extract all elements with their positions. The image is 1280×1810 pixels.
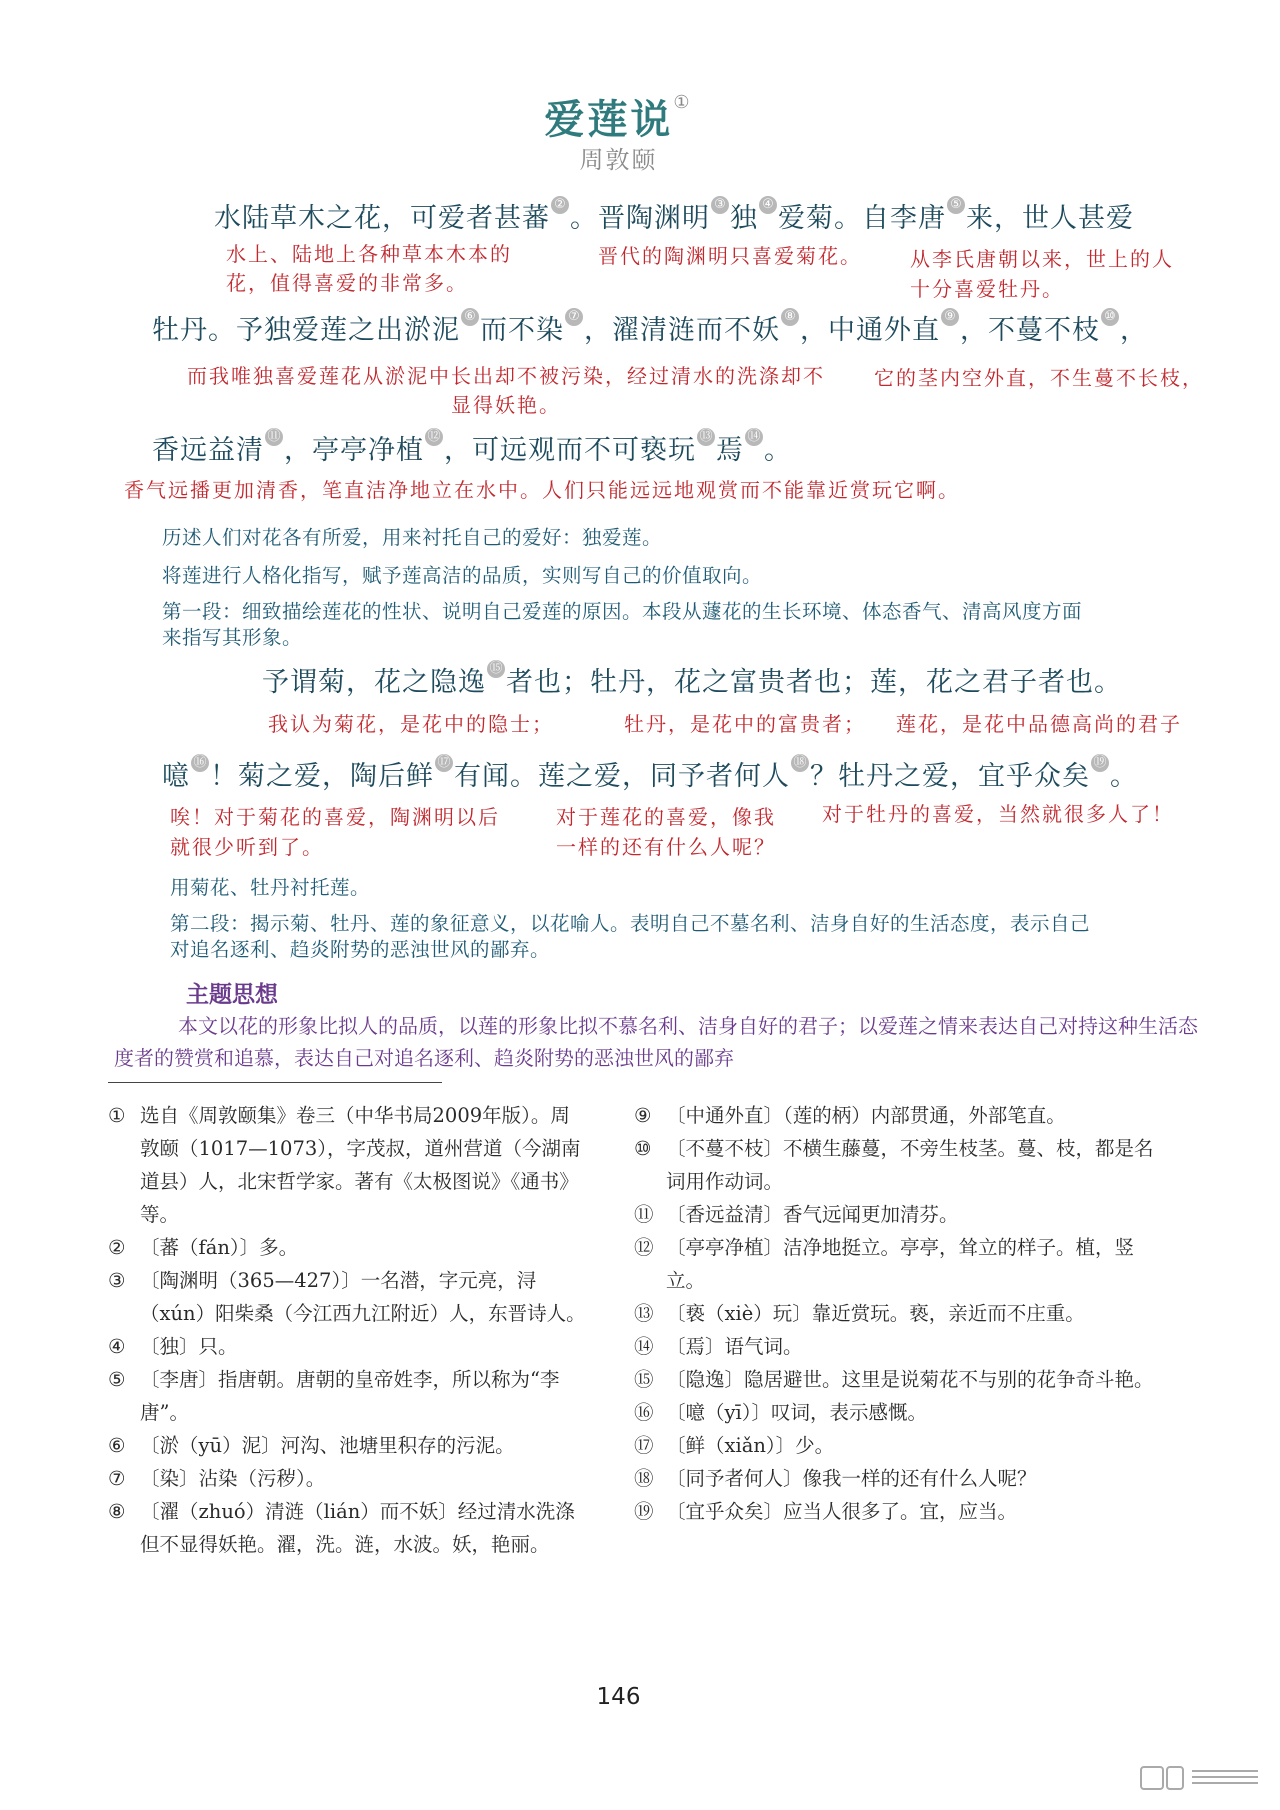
footnote: ② 〔蕃（fán）〕多。 bbox=[108, 1236, 299, 1259]
footnote: ① 选自《周敦颐集》卷三（中华书局2009年版）。周敦颐（1017—1073），字茂叔，道州营道（今湖南道县）人，北宋哲学家。著有《太极图说》《通书》等。 bbox=[108, 1104, 581, 1226]
footnote: ④ 〔独〕只。 bbox=[108, 1335, 238, 1358]
translation: 牡丹，是花中的富贵者； bbox=[624, 712, 866, 736]
translation: 晋代的陶渊明只喜爱菊花。 bbox=[598, 244, 862, 268]
theme-text: 本文以花的形象比拟人的品质，以莲的形象比拟不慕名利、洁身自好的君子；以爱莲之情来表达自己对持这种生活态度者的赞赏和追慕，表达自己对追名逐利、趋炎附势的恶浊世风的鄙弃 bbox=[114, 1014, 1198, 1070]
footnote: ③ 〔陶渊明（365—427）〕一名潜，字元亮，浔（xún）阳柴桑（今江西九江附近）人，东晋诗人。 bbox=[108, 1269, 586, 1325]
divider bbox=[108, 1082, 442, 1083]
annotation: 第一段：细致描绘莲花的性状、说明自己爱莲的原因。本段从蘧花的生长环境、体态香气、清高风度方面 bbox=[162, 600, 1083, 623]
footnote: ⑯ 〔噫（yī）〕叹词，表示感慨。 bbox=[634, 1401, 928, 1424]
translation: 香气远播更加清香，笔直洁净地立在水中。人们只能远远地观赏而不能靠近赏玩它啊。 bbox=[124, 478, 960, 502]
footnote: ⑱ 〔同予者何人〕像我一样的还有什么人呢？ bbox=[634, 1467, 1037, 1490]
annotation: 用菊花、牡丹衬托莲。 bbox=[170, 876, 371, 899]
footnote: ⑨ 〔中通外直〕（莲的柄）内部贯通，外部笔直。 bbox=[634, 1104, 1066, 1127]
footnote: ⑤ 〔李唐〕指唐朝。唐朝的皇帝姓李，所以称为“李唐”。 bbox=[108, 1368, 560, 1424]
original-line: 噫 ⑯ ！菊之爱，陶后鲜 ⑰ 有闻。莲之爱，同予者何人 ⑱ ？牡丹之爱，宜乎众矣 ⑲ 。 bbox=[162, 755, 1138, 792]
translation: 它的茎内空外直，不生蔓不长枝， bbox=[874, 366, 1204, 390]
footnotes-left bbox=[108, 1099, 586, 1561]
viewer-toolbar bbox=[1140, 1766, 1258, 1790]
translation: 唉！对于菊花的喜爱，陶渊明以后 就很少听到了。 bbox=[170, 805, 500, 859]
annotation: 来指写其形象。 bbox=[162, 626, 303, 649]
fit-page-icon[interactable] bbox=[1140, 1766, 1164, 1790]
translation: 对于莲花的喜爱，像我 一样的还有什么人呢？ bbox=[556, 805, 776, 859]
translation: 水上、陆地上各种草本木本的 花，值得喜爱的非常多。 bbox=[226, 242, 512, 295]
footnote: ⑫ 〔亭亭净植〕洁净地挺立。亭亭，耸立的样子。植，竖立。 bbox=[634, 1236, 1135, 1292]
footnote: ⑬ 〔亵（xiè）玩〕靠近赏玩。亵，亲近而不庄重。 bbox=[634, 1302, 1085, 1325]
translation: 而我唯独喜爱莲花从淤泥中长出却不被污染，经过清水的洗涤却不 显得妖艳。 bbox=[187, 364, 825, 417]
translation: 我认为菊花，是花中的隐士； bbox=[268, 712, 554, 736]
footnote: ⑲ 〔宜乎众矣〕应当人很多了。宜，应当。 bbox=[634, 1500, 1018, 1523]
footnote: ⑭ 〔焉〕语气词。 bbox=[634, 1335, 803, 1358]
annotation: 对追名逐利、趋炎附势的恶浊世风的鄙弃。 bbox=[170, 938, 551, 961]
translation: 莲花，是花中品德高尚的君子 bbox=[896, 712, 1182, 736]
footnote-marker: ① bbox=[673, 92, 693, 113]
original-line: 牡丹。予独爱莲之出淤泥 ⑥ 而不染 ⑦ ，濯清涟而不妖 ⑧ ，中通外直 ⑨ ，不蔓不枝 ⑩ ， bbox=[152, 309, 1148, 346]
footnotes-right bbox=[634, 1099, 1154, 1528]
original-line: 予谓菊，花之隐逸 ⑮ 者也；牡丹，花之富贵者也；莲，花之君子者也。 bbox=[262, 661, 1122, 698]
footnote: ⑰ 〔鲜（xiǎn）〕少。 bbox=[634, 1434, 835, 1457]
translation: 从李氏唐朝以来，世上的人 十分喜爱牡丹。 bbox=[910, 247, 1174, 301]
footnote: ⑩ 〔不蔓不枝〕不横生藤蔓，不旁生枝茎。蔓、枝，都是名词用作动词。 bbox=[634, 1137, 1154, 1193]
annotation: 第二段：揭示菊、牡丹、莲的象征意义，以花喻人。表明自己不墓名利、洁身自好的生活态度，表示自己 bbox=[170, 912, 1091, 935]
theme-heading: 主题思想 bbox=[186, 981, 278, 1008]
original-line: 水陆草木之花，可爱者甚蕃 ② 。晋陶渊明 ③ 独 ④ 爱菊。自李唐 ⑤ 来，世人甚爱 bbox=[214, 197, 1134, 234]
footnote: ⑪ 〔香远益清〕香气远闻更加清芬。 bbox=[634, 1203, 959, 1226]
translation: 对于牡丹的喜爱，当然就很多人了！ bbox=[822, 802, 1174, 826]
footnote: ⑥ 〔淤（yū）泥〕河沟、池塘里积存的污泥。 bbox=[108, 1434, 515, 1457]
single-page-icon[interactable] bbox=[1166, 1766, 1184, 1790]
menu-lines-icon[interactable] bbox=[1192, 1768, 1258, 1786]
footnote: ⑧ 〔濯（zhuó）清涟（lián）而不妖〕经过清水洗涤但不显得妖艳。濯，洗。涟，水波。妖，艳丽。 bbox=[108, 1500, 575, 1556]
footnote: ⑮ 〔隐逸〕隐居避世。这里是说菊花不与别的花争奇斗艳。 bbox=[634, 1368, 1154, 1391]
original-line: 香远益清 ⑪ ，亭亭净植 ⑫ ，可远观而不可亵玩 ⑬ 焉 ⑭ 。 bbox=[152, 429, 792, 466]
annotation: 历述人们对花各有所爱，用来衬托自己的爱好：独爱莲。 bbox=[162, 526, 663, 549]
author-name: 周敦颐 bbox=[579, 146, 658, 174]
page-title: 爱莲说① bbox=[544, 92, 693, 143]
page-number: 146 bbox=[596, 1684, 641, 1710]
footnote: ⑦ 〔染〕沾染（污秽）。 bbox=[108, 1467, 326, 1490]
annotation: 将莲进行人格化指写，赋予莲高洁的品质，实则写自己的价值取向。 bbox=[162, 564, 763, 587]
